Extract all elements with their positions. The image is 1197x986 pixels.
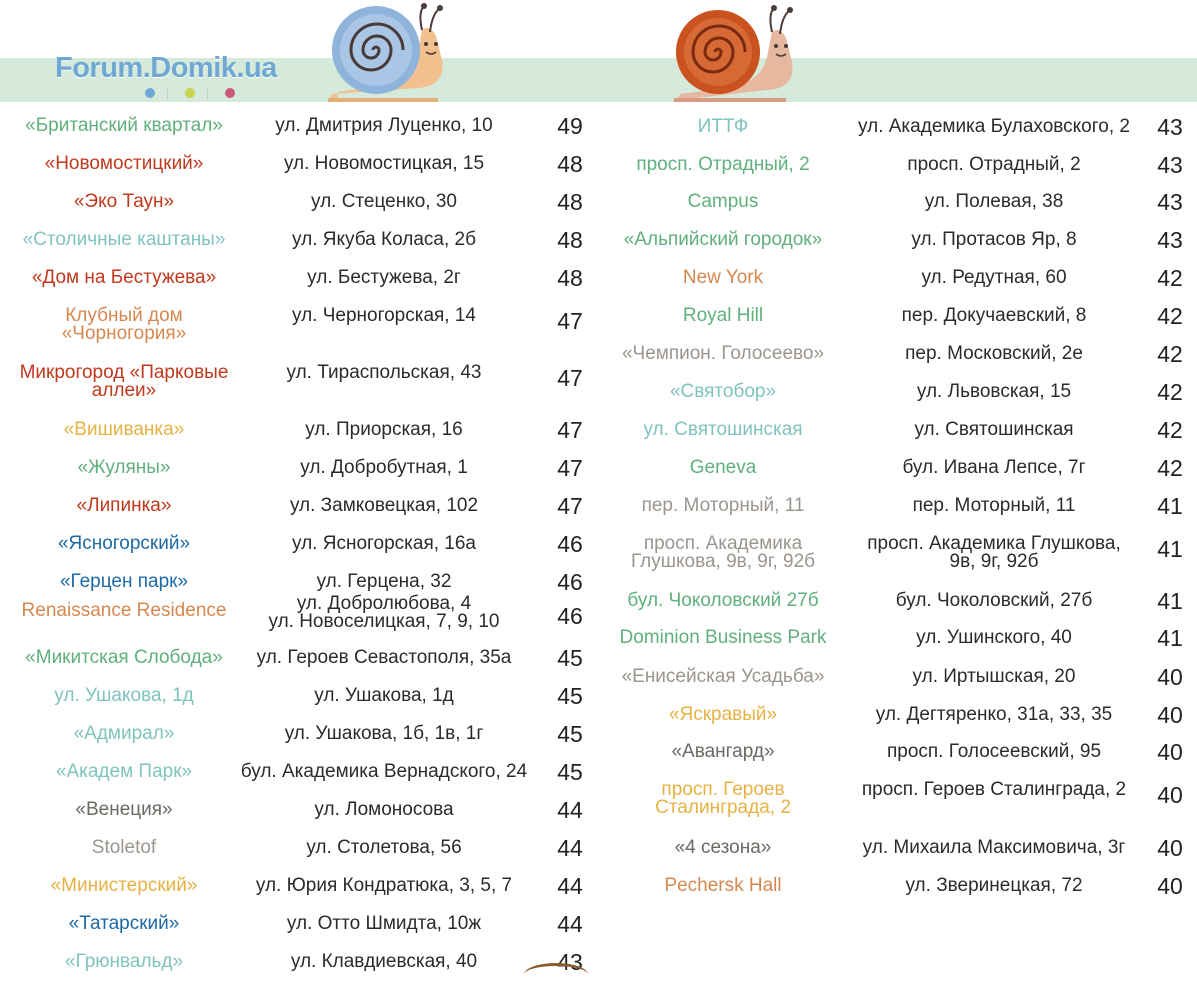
right-complex-score: 40 [1157, 739, 1183, 765]
left-complex-score: 46 [557, 531, 583, 557]
left-complex-name[interactable]: «Ясногорский» [57, 533, 191, 554]
left-complex-score: 48 [557, 189, 583, 215]
right-complex-address: бул. Ивана Лепсе, 7г [902, 457, 1086, 478]
left-complex-score: 46 [557, 603, 583, 629]
left-complex-address: ул. Бестужева, 2г [307, 267, 461, 288]
right-complex-name[interactable]: Pechersk Hall [664, 875, 782, 896]
left-complex-address: ул. Добролюбова, 4 ул. Новоселицкая, 7, 9, 10 [268, 593, 500, 632]
right-complex-address: ул. Святошинская [914, 419, 1074, 440]
left-complex-address: ул. Тираспольская, 43 [286, 362, 482, 383]
blue-snail-icon [318, 0, 452, 104]
left-complex-address: ул. Ломоносова [314, 799, 454, 820]
left-complex-name[interactable]: Микрогород «Парковые аллеи» [19, 362, 229, 401]
left-complex-score: 43 [557, 949, 583, 975]
left-complex-score: 46 [557, 569, 583, 595]
left-complex-name[interactable]: «Столичные каштаны» [22, 229, 226, 250]
left-complex-name[interactable]: «Татарский» [68, 913, 180, 934]
left-complex-name[interactable]: «Грюнвальд» [64, 951, 184, 972]
left-complex-score: 44 [557, 911, 583, 937]
right-complex-address: ул. Ушинского, 40 [916, 627, 1072, 648]
right-complex-score: 43 [1157, 189, 1183, 215]
right-complex-address: ул. Михаила Максимовича, 3г [862, 837, 1126, 858]
left-complex-score: 48 [557, 265, 583, 291]
right-complex-score: 40 [1157, 782, 1183, 808]
left-complex-name[interactable]: «Эко Таун» [73, 191, 175, 212]
right-complex-address: ул. Протасов Яр, 8 [911, 229, 1077, 250]
right-complex-address: просп. Героев Сталинграда, 2 [861, 779, 1127, 800]
left-complex-name[interactable]: «Британский квартал» [25, 115, 223, 136]
site-logo[interactable]: Forum.Domik.ua [55, 52, 277, 84]
right-complex-name[interactable]: Dominion Business Park [619, 627, 827, 648]
right-complex-address: пер. Московский, 2е [905, 343, 1083, 364]
left-complex-score: 47 [557, 493, 583, 519]
right-complex-name[interactable]: ИТТФ [697, 116, 749, 137]
left-complex-address: ул. Черногорская, 14 [291, 305, 476, 326]
right-complex-score: 40 [1157, 873, 1183, 899]
logo-dots [145, 88, 245, 100]
left-complex-name[interactable]: «Новомостицкий» [44, 153, 204, 174]
right-complex-address: просп. Голосеевский, 95 [886, 741, 1102, 762]
right-complex-score: 41 [1157, 588, 1183, 614]
right-complex-name[interactable]: «Альпийский городок» [623, 229, 823, 250]
left-complex-score: 48 [557, 227, 583, 253]
left-complex-score: 45 [557, 683, 583, 709]
left-complex-score: 47 [557, 308, 583, 334]
right-complex-address: пер. Докучаевский, 8 [901, 305, 1087, 326]
right-complex-score: 43 [1157, 114, 1183, 140]
left-complex-address: ул. Новомостицкая, 15 [283, 153, 485, 174]
left-complex-name[interactable]: «Жуляны» [77, 457, 171, 478]
right-complex-name[interactable]: «Чемпион. Голосеево» [621, 343, 825, 364]
snail-shell-fragment-icon [524, 963, 588, 986]
right-complex-name[interactable]: пер. Моторный, 11 [641, 495, 805, 516]
left-complex-name[interactable]: «Вишиванка» [63, 419, 185, 440]
logo-separator [167, 89, 168, 99]
left-complex-score: 47 [557, 455, 583, 481]
left-complex-score: 49 [557, 113, 583, 139]
left-complex-score: 44 [557, 797, 583, 823]
right-complex-address: ул. Иртышская, 20 [912, 666, 1076, 687]
left-complex-score: 48 [557, 151, 583, 177]
right-complex-address: ул. Полевая, 38 [924, 191, 1064, 212]
right-complex-name[interactable]: New York [682, 267, 764, 288]
right-complex-name[interactable]: Geneva [689, 457, 757, 478]
left-complex-name[interactable]: Renaissance Residence [21, 600, 227, 621]
left-complex-score: 47 [557, 365, 583, 391]
left-complex-address: ул. Героев Севастополя, 35а [256, 647, 512, 668]
right-complex-address: ул. Зверинецкая, 72 [905, 875, 1083, 896]
right-complex-address: ул. Дегтяренко, 31а, 33, 35 [875, 704, 1113, 725]
right-complex-address: просп. Академика Глушкова, 9в, 9г, 92б [867, 533, 1121, 572]
right-complex-name[interactable]: Campus [687, 191, 759, 212]
left-complex-address: ул. Отто Шмидта, 10ж [286, 913, 482, 934]
right-complex-name[interactable]: просп. Героев Сталинграда, 2 [655, 779, 791, 818]
left-complex-name[interactable]: «Герцен парк» [59, 571, 189, 592]
logo-dot [145, 88, 155, 98]
left-complex-address: ул. Клавдиевская, 40 [290, 951, 478, 972]
left-complex-address: ул. Ушакова, 1д [314, 685, 454, 706]
right-complex-name[interactable]: ул. Святошинская [643, 419, 803, 440]
right-complex-name[interactable]: «Енисейская Усадьба» [621, 666, 825, 687]
right-complex-name[interactable]: «Святобор» [669, 381, 777, 402]
logo-dot [225, 88, 235, 98]
right-complex-address: ул. Редутная, 60 [921, 267, 1067, 288]
left-complex-address: ул. Стеценко, 30 [310, 191, 458, 212]
right-complex-address: ул. Академика Булаховского, 2 [858, 116, 1130, 137]
left-complex-name[interactable]: «Дом на Бестужева» [31, 267, 217, 288]
right-complex-name[interactable]: Royal Hill [682, 305, 764, 326]
left-complex-name[interactable]: «Адмирал» [73, 723, 175, 744]
left-complex-score: 45 [557, 759, 583, 785]
left-complex-name[interactable]: «Венеция» [75, 799, 173, 820]
right-complex-address: просп. Отрадный, 2 [907, 154, 1081, 175]
right-complex-name[interactable]: бул. Чоколовский 27б [627, 590, 819, 611]
right-complex-address: бул. Чоколовский, 27б [895, 590, 1093, 611]
left-complex-name[interactable]: «Липинка» [76, 495, 172, 516]
left-complex-address: бул. Академика Вернадского, 24 [240, 761, 528, 782]
left-complex-name[interactable]: Stoletof [91, 837, 157, 858]
left-complex-score: 44 [557, 835, 583, 861]
left-complex-name[interactable]: «Министерский» [50, 875, 198, 896]
right-complex-address: пер. Моторный, 11 [912, 495, 1076, 516]
logo-dot [185, 88, 195, 98]
right-complex-name[interactable]: просп. Отрадный, 2 [636, 154, 810, 175]
right-complex-score: 42 [1157, 265, 1183, 291]
right-complex-score: 40 [1157, 835, 1183, 861]
left-complex-name[interactable]: «Микитская Слобода» [25, 647, 223, 668]
right-complex-address: ул. Львовская, 15 [916, 381, 1072, 402]
left-complex-name[interactable]: Клубный дом «Чорногория» [61, 305, 187, 344]
left-complex-score: 47 [557, 417, 583, 443]
logo-separator [207, 89, 208, 99]
right-complex-score: 40 [1157, 664, 1183, 690]
left-complex-address: ул. Приорская, 16 [305, 419, 463, 440]
left-complex-address: ул. Дмитрия Луценко, 10 [275, 115, 493, 136]
right-complex-score: 42 [1157, 303, 1183, 329]
left-complex-score: 44 [557, 873, 583, 899]
left-complex-address: ул. Столетова, 56 [306, 837, 462, 858]
left-complex-name[interactable]: «Академ Парк» [55, 761, 193, 782]
right-complex-score: 41 [1157, 493, 1183, 519]
left-complex-address: ул. Юрия Кондратюка, 3, 5, 7 [255, 875, 513, 896]
right-complex-name[interactable]: «Яскравый» [668, 704, 778, 725]
left-complex-address: ул. Якуба Коласа, 2б [292, 229, 476, 250]
right-complex-name[interactable]: просп. Академика Глушкова, 9в, 9г, 92б [630, 533, 816, 572]
right-complex-score: 42 [1157, 341, 1183, 367]
right-complex-name[interactable]: «4 сезона» [674, 837, 772, 858]
right-complex-score: 43 [1157, 152, 1183, 178]
left-complex-score: 45 [557, 721, 583, 747]
orange-snail-icon [668, 4, 802, 104]
right-complex-score: 40 [1157, 702, 1183, 728]
left-complex-address: ул. Замковецкая, 102 [289, 495, 479, 516]
left-complex-address: ул. Ясногорская, 16а [292, 533, 476, 554]
left-complex-address: ул. Герцена, 32 [316, 571, 452, 592]
right-complex-score: 41 [1157, 625, 1183, 651]
right-complex-name[interactable]: «Авангард» [671, 741, 775, 762]
right-complex-score: 42 [1157, 455, 1183, 481]
right-complex-score: 42 [1157, 379, 1183, 405]
left-complex-score: 45 [557, 645, 583, 671]
right-complex-score: 41 [1157, 536, 1183, 562]
left-complex-address: ул. Ушакова, 1б, 1в, 1г [284, 723, 484, 744]
right-complex-score: 43 [1157, 227, 1183, 253]
right-complex-score: 42 [1157, 417, 1183, 443]
left-complex-address: ул. Добробутная, 1 [300, 457, 468, 478]
left-complex-name[interactable]: ул. Ушакова, 1д [54, 685, 194, 706]
